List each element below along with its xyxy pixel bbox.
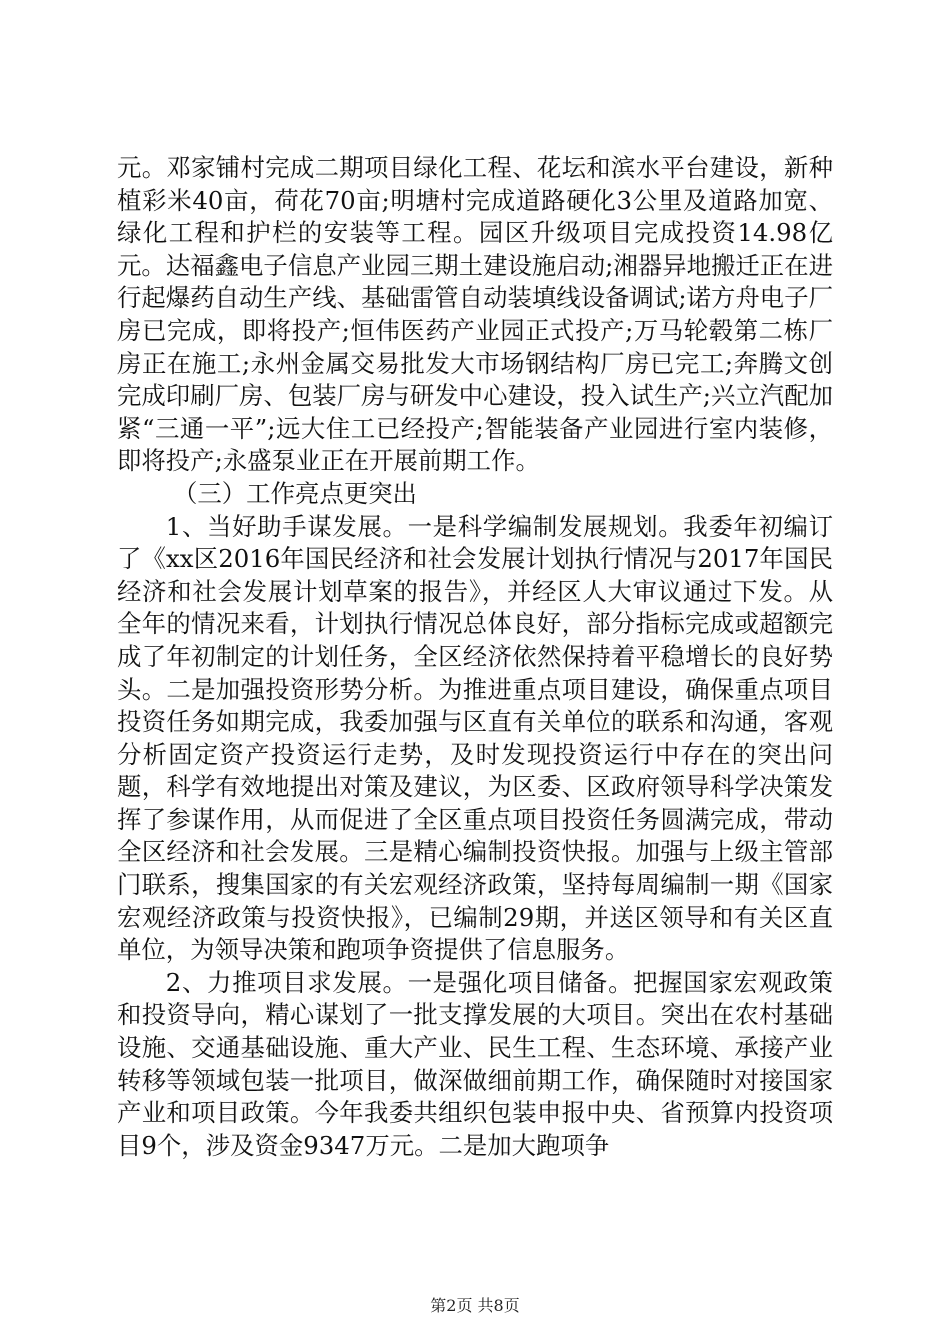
paragraph-assist-development: 1、当好助手谋发展。一是科学编制发展规划。我委年初编订了《xx区2016年国民经济和社会发展计划执行情况与2017年国民经济和社会发展计划草案的报告》，并经区人大审议通过下发。从全年的情况来看，计划执行情况总体良好，部分指标完成或超额完成了年初制定的计划任务，全区经济依然保持着平稳增长的良好势头。二是加强投资形势分析。为推进重点项目建设，确保重点项目投资任务如期完成，我委加强与区直有关单位的联系和沟通，客观分析固定资产投资运行走势，及时发现投资运行中存在的突出问题，科学有效地提出对策及建议，为区委、区政府领导科学决策发挥了参谋作用，从而促进了全区重点项目投资任务圆满完成，带动全区经济和社会发展。三是精心编制投资快报。加强与上级主管部门联系，搜集国家的有关宏观经济政策，坚持每周编制一期《国家宏观经济政策与投资快报》，已编制29期，并送区领导和有关区直单位，为领导决策和跑项争资提供了信息服务。: [117, 511, 833, 965]
paragraph-project-progress: 元。邓家铺村完成二期项目绿化工程、花坛和滨水平台建设，新种植彩米40亩，荷花70亩;明塘村完成道路硬化3公里及道路加宽、绿化工程和护栏的安装等工程。园区升级项目完成投资14.98亿元。达福鑫电子信息产业园三期土建设施启动;湘器异地搬迁正在进行起爆药自动生产线、基础雷管自动装填线设备调试;诺方舟电子厂房已完成，即将投产;恒伟医药产业园正式投产;万马轮毂第二栋厂房正在施工;永州金属交易批发大市场钢结构厂房已完工;奔腾文创完成印刷厂房、包装厂房与研发中心建设，投入试生产;兴立汽配加紧“三通一平”;远大住工已经投产;智能装备产业园进行室内装修，即将投产;永盛泵业正在开展前期工作。: [117, 153, 833, 476]
document-body: [117, 152, 833, 1162]
paragraph-promote-projects: 2、力推项目求发展。一是强化项目储备。把握国家宏观政策和投资导向，精心谋划了一批支撑发展的大项目。突出在农村基础设施、交通基础设施、重大产业、民生工程、生态环境、承接产业转移等领域包装一批项目，做深做细前期工作，确保随时对接国家产业和项目政策。今年我委共组织包装申报中央、省预算内投资项目9个，涉及资金9347万元。二是加大跑项争: [117, 967, 833, 1160]
page-footer: 第2页 共8页: [430, 1296, 520, 1315]
section-heading: （三）工作亮点更突出: [173, 478, 417, 508]
